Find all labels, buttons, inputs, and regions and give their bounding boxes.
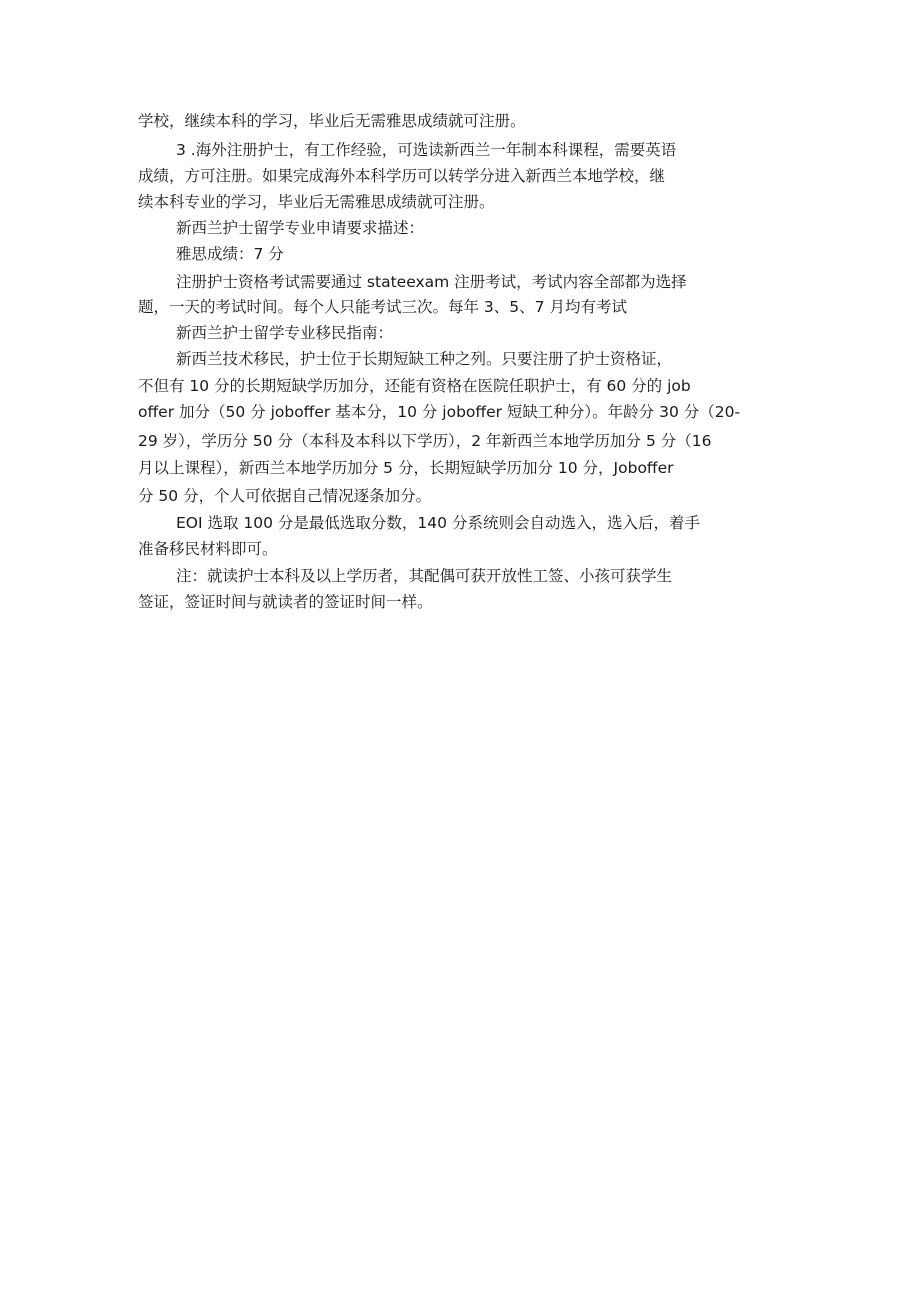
text-line-16: EOI 选取 100 分是最低选取分数，140 分系统则会自动选入，选入后，着手	[176, 514, 700, 532]
text-line-9: 新西兰护士留学专业移民指南：	[176, 324, 394, 342]
text-line-1: 学校，继续本科的学习，毕业后无需雅思成绩就可注册。	[138, 112, 526, 130]
text-line-6: 雅思成绩：7 分	[176, 245, 284, 263]
text-line-17: 准备移民材料即可。	[138, 540, 278, 558]
text-line-2: 3 .海外注册护士，有工作经验，可选读新西兰一年制本科课程，需要英语	[176, 141, 677, 159]
text-line-14: 月以上课程），新西兰本地学历加分 5 分，长期短缺学历加分 10 分，Joboffer	[138, 459, 674, 477]
text-line-10: 新西兰技术移民，护士位于长期短缺工种之列。只要注册了护士资格证，	[176, 350, 673, 368]
text-line-8: 题，一天的考试时间。每个人只能考试三次。每年 3、5、7 月均有考试	[138, 298, 627, 316]
text-line-4: 续本科专业的学习，毕业后无需雅思成绩就可注册。	[138, 193, 495, 211]
text-line-12: offer 加分（50 分 joboffer 基本分，10 分 joboffer 短缺工种分）。年龄分 30 分（20-	[138, 403, 741, 421]
text-line-11: 不但有 10 分的长期短缺学历加分，还能有资格在医院任职护士，有 60 分的 job	[138, 377, 691, 395]
text-line-18: 注：就读护士本科及以上学历者，其配偶可获开放性工签、小孩可获学生	[176, 567, 673, 585]
text-line-19: 签证，签证时间与就读者的签证时间一样。	[138, 593, 433, 611]
text-line-13: 29 岁），学历分 50 分（本科及本科以下学历），2 年新西兰本地学历加分 5 分（16	[138, 432, 712, 450]
text-line-15: 分 50 分，个人可依据自己情况逐条加分。	[138, 487, 432, 505]
text-line-7: 注册护士资格考试需要通过 stateexam 注册考试，考试内容全部都为选择	[176, 273, 687, 291]
text-line-3: 成绩，方可注册。如果完成海外本科学历可以转学分进入新西兰本地学校，继	[138, 167, 666, 185]
text-line-5: 新西兰护士留学专业申请要求描述：	[176, 219, 425, 237]
